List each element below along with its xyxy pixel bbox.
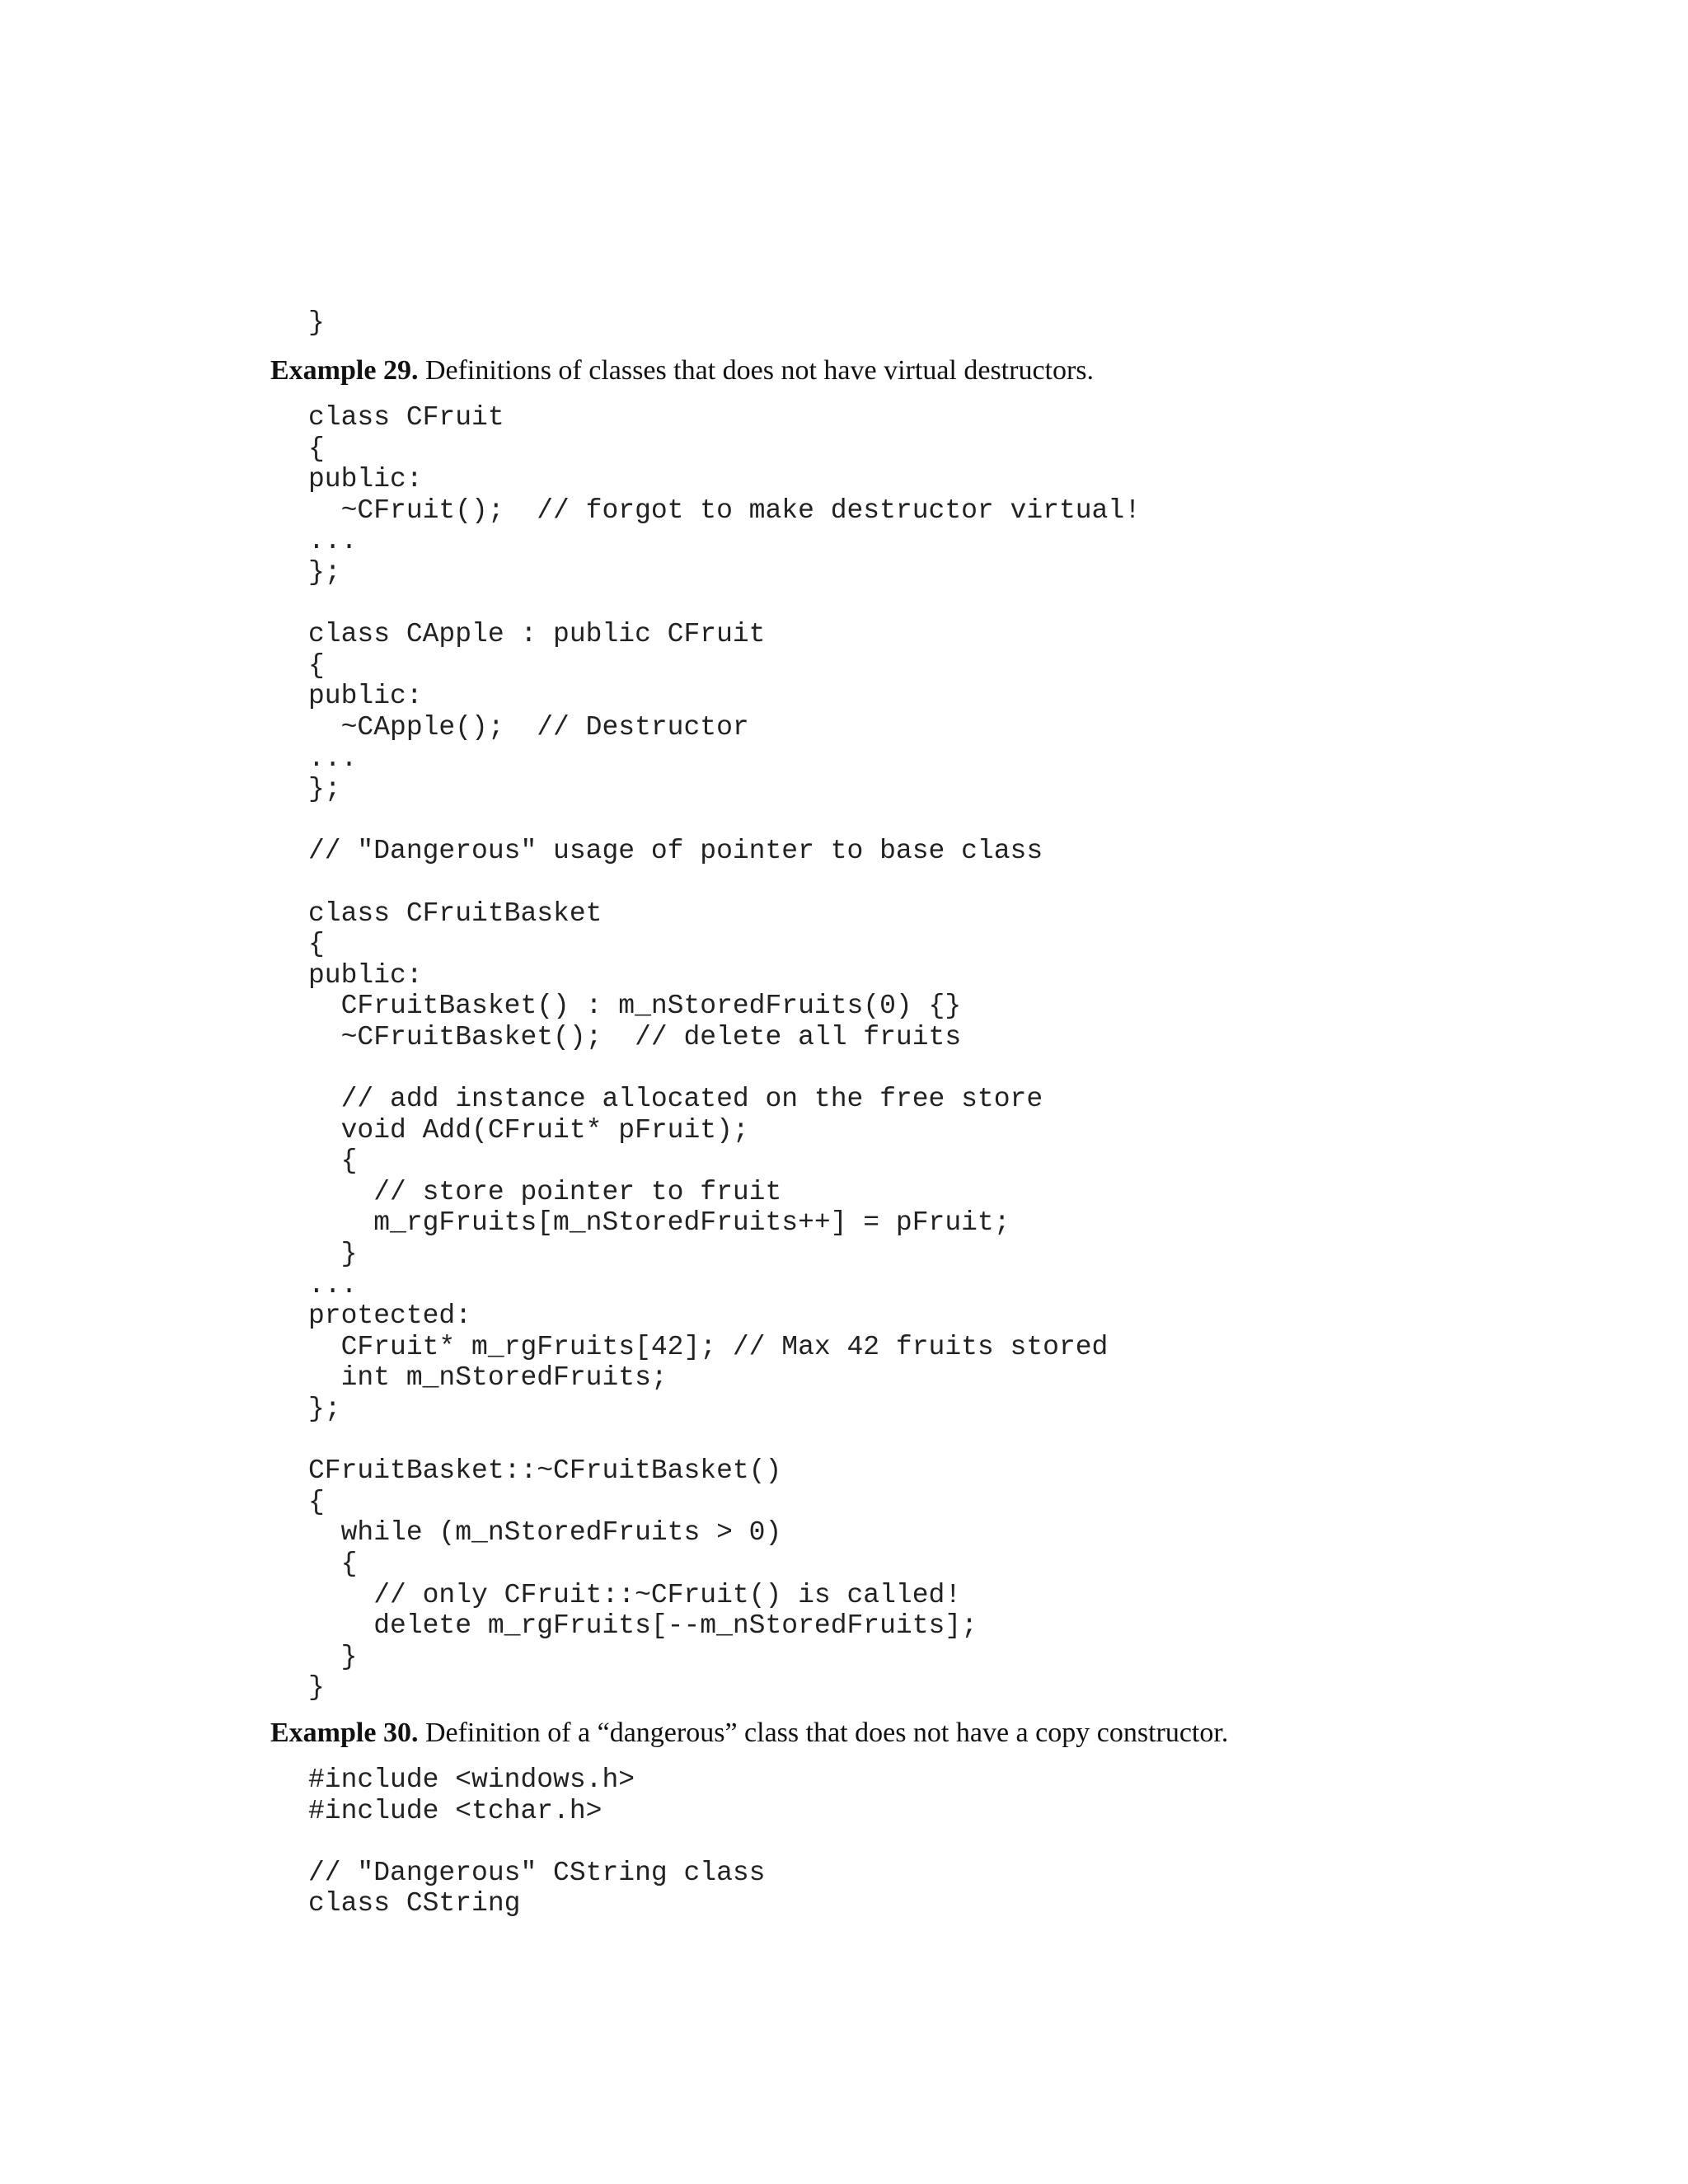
code-line: int m_nStoredFruits; xyxy=(308,1362,668,1394)
code-line: { xyxy=(308,1146,358,1177)
code-line: delete m_rgFruits[--m_nStoredFruits]; xyxy=(308,1610,978,1642)
code-line: public: xyxy=(308,464,423,495)
code-line xyxy=(308,1052,1141,1084)
code-line xyxy=(308,1826,766,1858)
code-line: // add instance allocated on the free store xyxy=(308,1084,1043,1115)
code-line: }; xyxy=(308,1394,341,1424)
code-line: public: xyxy=(308,959,423,991)
code-line xyxy=(308,805,1141,837)
code-line: ... xyxy=(308,743,358,774)
code-line: CFruitBasket::~CFruitBasket() xyxy=(308,1455,782,1487)
code-line: // store pointer to fruit xyxy=(308,1176,782,1207)
code-line: ... xyxy=(308,1269,358,1301)
caption-text: Definitions of classes that does not have virtual destructors. xyxy=(418,355,1095,386)
code-line: { xyxy=(308,929,325,960)
code-line xyxy=(308,867,1141,898)
code-line: } xyxy=(308,1239,358,1270)
code-line: #include <tchar.h> xyxy=(308,1795,603,1826)
code-line: // only CFruit::~CFruit() is called! xyxy=(308,1579,962,1610)
code-line: void Add(CFruit* pFruit); xyxy=(308,1114,749,1146)
code-line: public: xyxy=(308,681,423,712)
code-line: CFruit* m_rgFruits[42]; // Max 42 fruits stored xyxy=(308,1331,1109,1362)
code-line: class CFruit xyxy=(308,402,504,433)
code-line: } xyxy=(308,1672,325,1704)
example-30-caption xyxy=(270,1717,1228,1750)
caption-label: Example 30. xyxy=(270,1718,419,1748)
code-line: { xyxy=(308,649,325,681)
example-29-caption xyxy=(270,354,1094,387)
code-line: ~CFruitBasket(); // delete all fruits xyxy=(308,1021,962,1052)
code-line xyxy=(308,1425,1141,1456)
code-line: { xyxy=(308,433,325,464)
code-line: // "Dangerous" CString class xyxy=(308,1857,766,1888)
code-line: while (m_nStoredFruits > 0) xyxy=(308,1517,782,1549)
code-line: } xyxy=(308,1641,358,1672)
code-line: // "Dangerous" usage of pointer to base class xyxy=(308,836,1043,867)
code-line: } xyxy=(308,307,325,338)
code-line: CFruitBasket() : m_nStoredFruits(0) {} xyxy=(308,991,962,1022)
code-line: ... xyxy=(308,526,358,557)
code-line: }; xyxy=(308,556,341,588)
code-line: protected: xyxy=(308,1301,472,1332)
code-line: #include <windows.h> xyxy=(308,1765,635,1795)
code-block-closing-brace xyxy=(308,307,325,339)
code-line: }; xyxy=(308,774,341,805)
code-line: { xyxy=(308,1486,325,1517)
code-line: m_rgFruits[m_nStoredFruits++] = pFruit; xyxy=(308,1207,1010,1239)
code-line: { xyxy=(308,1548,358,1579)
caption-text: Definition of a “dangerous” class that does not have a copy constructor. xyxy=(418,1718,1229,1748)
code-line xyxy=(308,588,1141,620)
code-line: class CString xyxy=(308,1888,521,1919)
code-line: ~CFruit(); // forgot to make destructor virtual! xyxy=(308,494,1141,526)
example-29-code xyxy=(308,402,1141,1704)
code-line: class CApple : public CFruit xyxy=(308,619,766,650)
caption-label: Example 29. xyxy=(270,355,419,386)
example-30-code xyxy=(308,1765,766,1919)
code-line: ~CApple(); // Destructor xyxy=(308,711,749,743)
code-line: class CFruitBasket xyxy=(308,898,603,929)
